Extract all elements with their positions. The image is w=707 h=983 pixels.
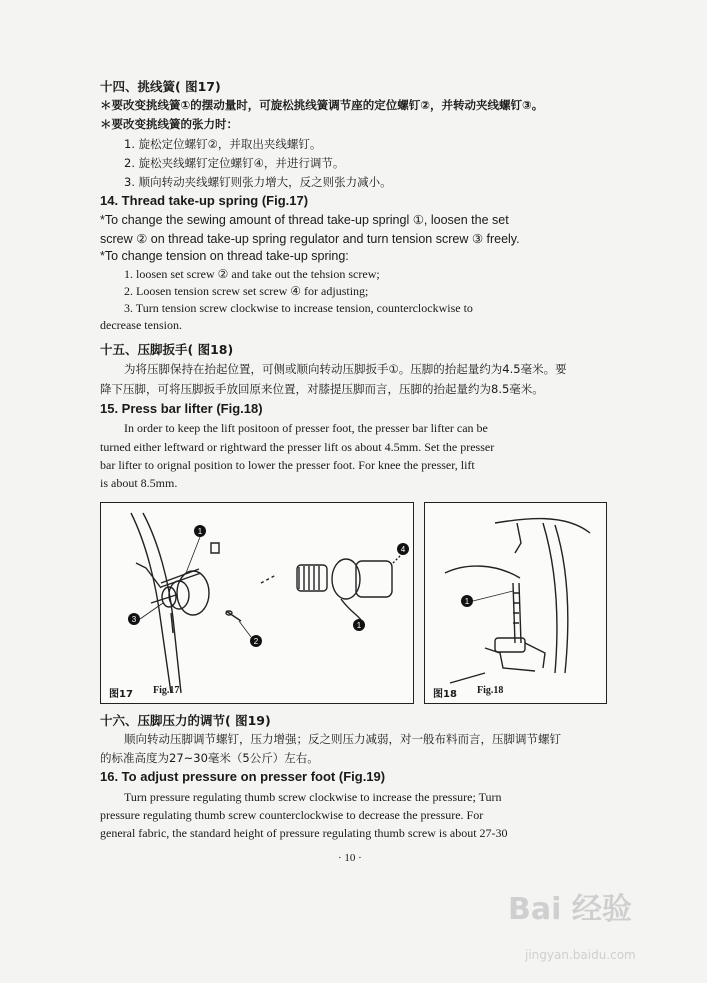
s14-cn-line-1: ＊要改变挑线簧①的摆动量时，可旋松挑线簧调节座的定位螺钉②，并转动夹线螺钉③。 <box>100 98 544 112</box>
s14-en-step-3: 3. Turn tension screw clockwise to increase tension, counterclockwise to <box>124 301 473 315</box>
section-14-en-title: 14. Thread take-up spring (Fig.17) <box>100 193 309 208</box>
fig18-callout-1: 1 <box>464 597 470 606</box>
fig17-caption-en: Fig.17 <box>153 685 180 696</box>
s16-cn-line-1: 顺向转动压脚调节螺钉，压力增强；反之则压力减弱，对一般布料而言，压脚调节螺钉 <box>124 732 561 746</box>
section-14-cn-title: 十四、挑线簧( 图17) <box>100 79 221 94</box>
fig18-caption-cn: 图18 <box>433 689 457 700</box>
section-16-en-title: 16. To adjust pressure on presser foot (Fig.19) <box>100 769 386 784</box>
s16-en-line-2: pressure regulating thumb screw counterclockwise to decrease the pressure. For <box>100 808 484 822</box>
s14-cn-line-2: ＊要改变挑线簧的张力时： <box>100 117 238 131</box>
s14-en-step-1: 1. loosen set screw ② and take out the tehsion screw; <box>124 267 380 281</box>
fig17-callout-1b: 1 <box>356 621 362 630</box>
s14-cn-step-1: 1. 旋松定位螺钉②，并取出夹线螺钉。 <box>124 137 322 151</box>
s15-cn-line-1: 为将压脚保持在抬起位置，可侧或顺向转动压脚扳手①。压脚的抬起量约为4.5毫米。要 <box>124 362 567 376</box>
figure-17-drawing <box>101 503 413 703</box>
s16-cn-line-2: 的标准高度为27~30毫米（5公斤）左右。 <box>100 751 319 765</box>
s16-en-line-3: general fabric, the standard height of pressure regulating thumb screw is about 27-30 <box>100 826 508 840</box>
s15-en-line-1: In order to keep the lift positoon of presser foot, the presser bar lifter can be <box>124 421 488 435</box>
watermark-brand: Bai 经验 <box>508 892 632 927</box>
s16-en-line-1: Turn pressure regulating thumb screw clockwise to increase the pressure; Turn <box>124 790 502 804</box>
figure-18 <box>424 502 607 704</box>
s14-en-line-1: *To change the sewing amount of thread take-up springl ①, loosen the set <box>100 213 509 227</box>
fig17-callout-3: 3 <box>131 615 137 624</box>
figure-17 <box>100 502 414 704</box>
section-15-en-title: 15. Press bar lifter (Fig.18) <box>100 401 263 416</box>
s15-en-line-3: bar lifter to orignal position to lower the presser foot. For knee the presser, lift <box>100 458 475 472</box>
s14-cn-step-2: 2. 旋松夹线螺钉定位螺钉④，并进行调节。 <box>124 156 345 170</box>
fig17-callout-1: 1 <box>197 527 203 536</box>
section-15-cn-title: 十五、压脚扳手( 图18) <box>100 342 234 357</box>
s15-en-line-2: turned either leftward or rightward the presser lift os about 4.5mm. Set the presser <box>100 440 495 454</box>
s14-en-line-3: *To change tension on thread take-up spring: <box>100 249 349 263</box>
page-number: · 10 · <box>338 852 362 864</box>
s14-cn-step-3: 3. 顺向转动夹线螺钉则张力增大，反之则张力减小。 <box>124 175 392 189</box>
s15-en-line-4: is about 8.5mm. <box>100 476 178 490</box>
watermark-url: jingyan.baidu.com <box>525 948 636 962</box>
s14-en-step-2: 2. Loosen tension screw set screw ④ for adjusting; <box>124 284 369 298</box>
fig17-callout-4: 4 <box>400 545 406 554</box>
s14-en-step-3-cont: decrease tension. <box>100 318 182 332</box>
s15-cn-line-2: 降下压脚，可将压脚扳手放回原来位置，对膝提压脚而言，压脚的抬起量约为8.5毫米。 <box>100 382 544 396</box>
fig17-caption-cn: 图17 <box>109 689 133 700</box>
section-16-cn-title: 十六、压脚压力的调节( 图19) <box>100 713 271 728</box>
fig18-caption-en: Fig.18 <box>477 685 504 696</box>
fig17-callout-2: 2 <box>253 637 259 646</box>
figure-18-drawing <box>425 503 606 703</box>
s14-en-line-2: screw ② on thread take-up spring regulator and turn tension screw ③ freely. <box>100 232 520 246</box>
